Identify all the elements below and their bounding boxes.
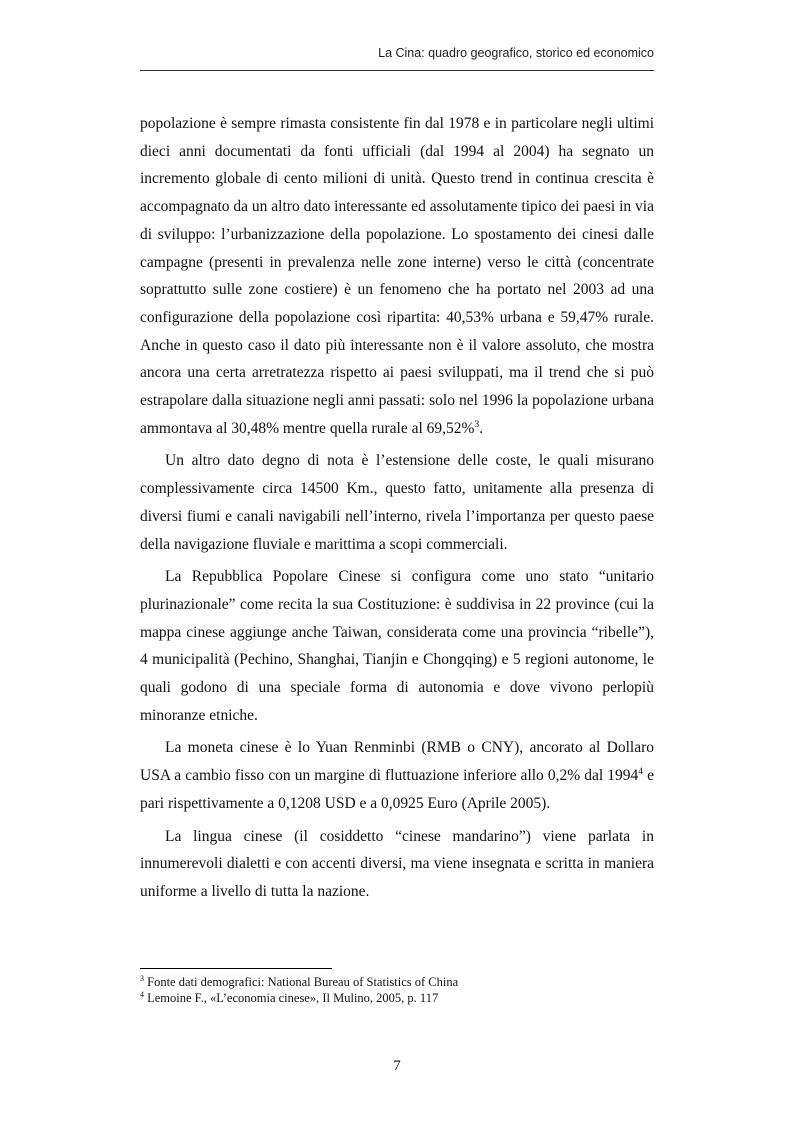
footnotes [140, 974, 654, 1006]
paragraph-coasts: Un altro dato degno di nota è l’estensione delle coste, le quali misurano complessivamente circa 14500 Km., questo fatto, unitamente alla presenza di diversi fiumi e canali navigabili nell’interno, rivela l’importanza per questo paese della navigazione fluviale e marittima a scopi commerciali. [140, 452, 654, 553]
footnote-ref-4[interactable]: 4 [638, 767, 644, 778]
footnote-item: $^3$ Fonte dati demografici: National Bureau of Statistics of China [140, 973, 459, 989]
body-text [140, 110, 654, 906]
header-rule [140, 70, 654, 71]
running-header: La Cina: quadro geografico, storico ed economico [378, 46, 654, 60]
paragraph-language: La lingua cinese (il cosiddetto “cinese mandarino”) viene parlata in innumerevoli dialetti e con accenti diversi, ma viene insegnata e scritta in maniera uniforme a livello di tutta la nazione. [140, 827, 654, 900]
paragraph-population: popolazione è sempre rimasta consistente fin dal 1978 e in particolare negli ultimi dieci anni documentati da fonti ufficiali (dal 1994 al 2004) ha segnato un incremento globale di cento milioni di unità. Questo trend in continua crescita è accompagnato da un altro dato interessante ed assolutamente tipico dei paesi in via di sviluppo: l’urbanizzazione della popolazione. Lo spostamento dei cinesi dalle campagne (presenti in prevalenza nelle zone interne) verso le città (concentrate soprattutto sulle zone costiere) è un fenomeno che ha portato nel 2003 ad una configurazione della popolazione così ripartita: 40,53% urbana e 59,47% rurale. Anche in questo caso il dato più interessante non è il valore assoluto, che mostra ancora una certa arretratezza rispetto ai paesi sviluppati, ma il trend che si può estrapolare dalla situazione negli anni passati: solo nel 1996 la popolazione urbana ammontava al 30,48% mentre quella rurale al 69,52%$^3$. [140, 115, 654, 437]
paragraph-currency: La moneta cinese è lo Yuan Renminbi (RMB o CNY), ancorato al Dollaro USA a cambio fisso con un margine di fluttuazione inferiore allo 0,2% dal 1994$^4$ e pari rispettivamente a 0,1208 USD e a 0,0925 Euro (Aprile 2005). [140, 739, 654, 812]
footnote-item: $^4$ Lemoine F., «L’economia cinese», Il Mulino, 2005, p. 117 [140, 989, 439, 1005]
footnote-ref-3[interactable]: 3 [474, 419, 480, 430]
footnote-separator [140, 968, 332, 969]
paragraph-administration: La Repubblica Popolare Cinese si configura come uno stato “unitario plurinazionale” come recita la sua Costituzione: è suddivisa in 22 province (cui la mappa cinese aggiunge anche Taiwan, considerata come una provincia “ribelle”), 4 municipalità (Pechino, Shanghai, Tianjin e Chongqing) e 5 regioni autonome, le quali godono di una speciale forma di autonomia e dove vivono perlopiù minoranze etniche. [140, 568, 654, 724]
page-number: 7 [393, 1058, 401, 1074]
